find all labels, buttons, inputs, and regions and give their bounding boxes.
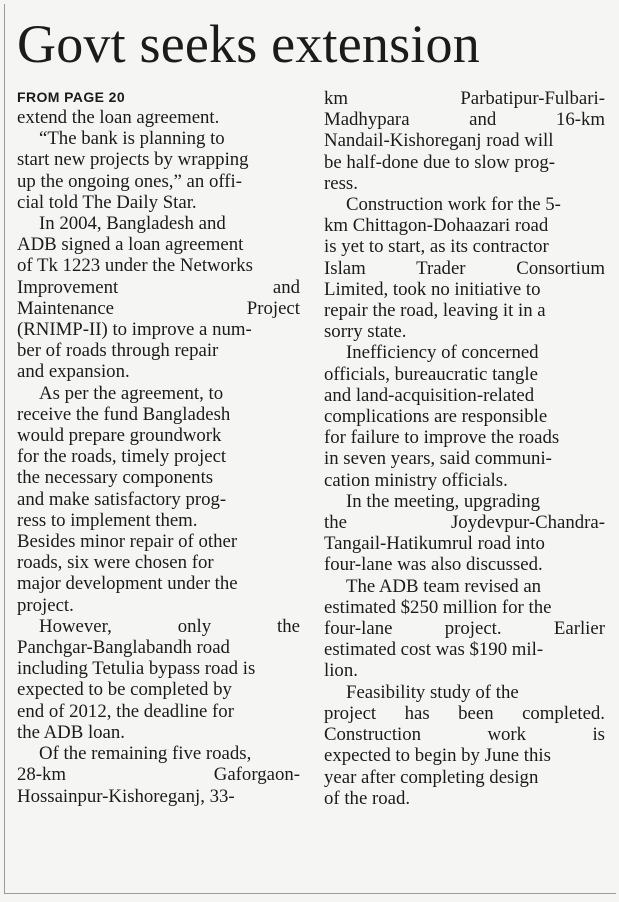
- text-line: ress.: [324, 172, 358, 194]
- text-line: be half-done due to slow prog-: [324, 151, 556, 173]
- text-line: Besides minor repair of other: [17, 531, 238, 553]
- text-line: including Tetulia bypass road is: [17, 658, 256, 680]
- text-line: expected to begin by June this: [324, 745, 551, 767]
- article-column-left: [17, 88, 300, 807]
- text-line: four-lane was also discussed.: [324, 554, 543, 576]
- text-line: Panchgar-Banglabandh road: [17, 637, 230, 659]
- text-line: Construction work for the 5-: [346, 194, 561, 216]
- text-line: Madhypara and 16-km: [324, 109, 605, 131]
- text-line: officials, bureaucratic tangle: [324, 363, 538, 385]
- text-line: and expansion.: [17, 361, 130, 383]
- text-line: end of 2012, the deadline for: [17, 700, 234, 722]
- text-line: Of the remaining five roads,: [39, 743, 252, 765]
- text-line: four-lane project. Earlier: [324, 618, 605, 640]
- text-line: Improvement and: [17, 276, 300, 298]
- text-line: Inefficiency of concerned: [346, 342, 539, 364]
- text-line: estimated $250 million for the: [324, 596, 552, 618]
- text-line: receive the fund Bangladesh: [17, 403, 231, 425]
- text-line: expected to be completed by: [17, 679, 232, 701]
- text-line: start new projects by wrapping: [17, 149, 249, 171]
- text-line: ress to implement them.: [17, 509, 198, 531]
- column-rule-bottom: [4, 893, 616, 894]
- text-line: repair the road, leaving it in a: [324, 300, 546, 322]
- continuation-kicker: FROM PAGE 20: [17, 89, 126, 105]
- text-line: ADB signed a loan agreement: [17, 234, 244, 256]
- text-line: Islam Trader Consortium: [324, 257, 605, 279]
- text-line: up the ongoing ones,” an offi-: [17, 170, 242, 192]
- right-column-text: [324, 88, 605, 809]
- article-column-right: [324, 88, 605, 809]
- text-line: year after completing design: [324, 766, 539, 788]
- text-line: complications are responsible: [324, 406, 548, 428]
- text-line: is yet to start, as its contractor: [324, 236, 549, 258]
- text-line: the Joydevpur-Chandra-: [324, 512, 605, 534]
- text-line: project has been completed.: [324, 702, 605, 724]
- text-line: km Chittagon-Dohaazari road: [324, 215, 549, 237]
- text-line: Construction work is: [324, 724, 605, 746]
- text-line: km Parbatipur-Fulbari-: [324, 88, 605, 109]
- text-line: the necessary components: [17, 467, 214, 489]
- text-line: 28-km Gaforgaon-: [17, 764, 300, 786]
- text-line: sorry state.: [324, 321, 407, 343]
- text-line: The ADB team revised an: [346, 575, 542, 597]
- text-line: Maintenance Project: [17, 297, 300, 319]
- left-column-text: [17, 107, 300, 807]
- text-line: in seven years, said communi-: [324, 448, 552, 470]
- text-line: As per the agreement, to: [39, 382, 224, 404]
- text-line: Hossainpur-Kishoreganj, 33-: [17, 785, 235, 807]
- text-line: Feasibility study of the: [346, 681, 519, 703]
- text-line: roads, six were chosen for: [17, 552, 214, 574]
- text-line: lion.: [324, 660, 358, 682]
- text-line: estimated cost was $190 mil-: [324, 639, 544, 661]
- text-line: and make satisfactory prog-: [17, 488, 227, 510]
- text-line: “The bank is planning to: [39, 128, 225, 150]
- text-line: Nandail-Kishoreganj road will: [324, 130, 554, 152]
- text-line: In 2004, Bangladesh and: [39, 213, 226, 235]
- text-line: major development under the: [17, 573, 238, 595]
- column-rule-left: [4, 4, 5, 894]
- text-line: Limited, took no initiative to: [324, 278, 541, 300]
- text-line: cial told The Daily Star.: [17, 191, 197, 213]
- text-line: would prepare groundwork: [17, 425, 222, 447]
- text-line: of the road.: [324, 787, 411, 809]
- text-line: and land-acquisition-related: [324, 384, 535, 406]
- text-line: ber of roads through repair: [17, 340, 219, 362]
- text-line: the ADB loan.: [17, 721, 125, 743]
- text-line: In the meeting, upgrading: [346, 490, 541, 512]
- text-line: of Tk 1223 under the Networks: [17, 255, 253, 277]
- text-line: (RNIMP-II) to improve a num-: [17, 319, 252, 341]
- text-line: for the roads, timely project: [17, 446, 227, 468]
- headline: Govt seeks extension: [17, 14, 480, 74]
- text-line: However, only the: [39, 615, 300, 637]
- text-line: cation ministry officials.: [324, 469, 508, 491]
- text-line: for failure to improve the roads: [324, 427, 560, 449]
- text-line: Tangail-Hatikumrul road into: [324, 533, 545, 555]
- text-line: project.: [17, 594, 74, 616]
- text-line: extend the loan agreement.: [17, 107, 220, 128]
